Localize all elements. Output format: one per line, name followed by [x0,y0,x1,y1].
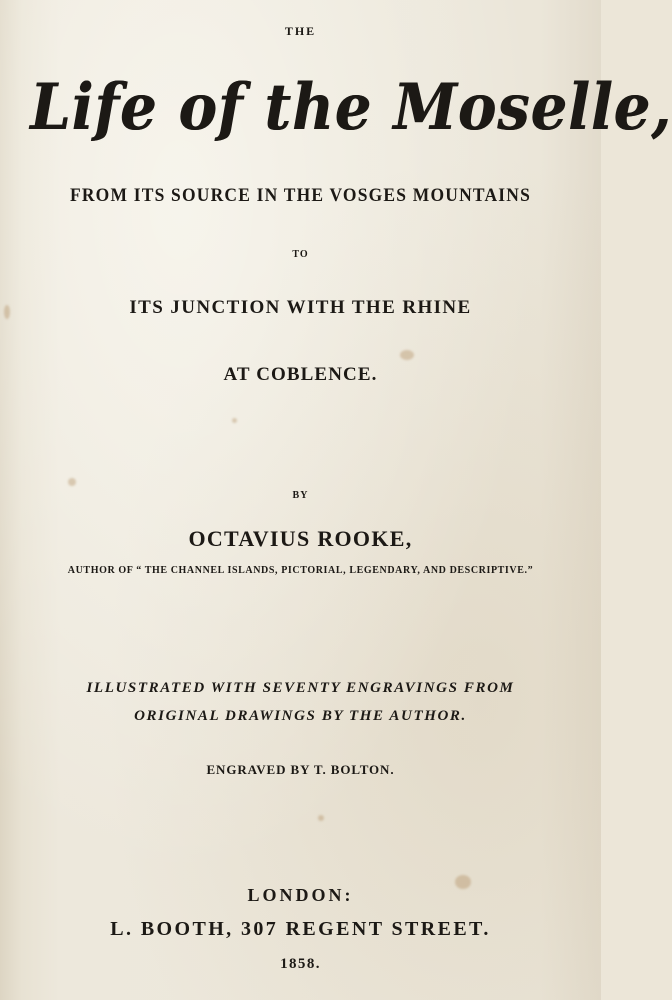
subtitle-line-2: ITS JUNCTION WITH THE RHINE [129,297,472,318]
paper-stain [232,418,237,423]
subtitle-line-3: AT COBLENCE. [223,364,378,385]
title-article: THE [284,24,317,38]
book-title: Life of the Moselle, [30,70,672,145]
paper-stain [400,350,414,360]
subtitle-connector: TO [292,249,309,260]
publication-city: LONDON: [247,885,354,905]
author-name: OCTAVIUS ROOKE, [188,526,413,551]
paper-stain [68,478,76,486]
paper-stain [318,815,324,821]
by-label: BY [292,490,309,501]
illustration-note-line-1: ILLUSTRATED WITH SEVENTY ENGRAVINGS FROM [86,680,515,696]
publication-year: 1858. [280,956,321,972]
publisher: L. BOOTH, 307 REGENT STREET. [110,918,491,940]
engraver-credit: ENGRAVED BY T. BOLTON. [206,762,395,777]
subtitle-line-1: FROM ITS SOURCE IN THE VOSGES MOUNTAINS [69,185,532,206]
illustration-note-line-2: ORIGINAL DRAWINGS BY THE AUTHOR. [134,708,467,724]
author-credit: AUTHOR OF “ THE CHANNEL ISLANDS, PICTORIAL, LEGENDARY, AND DESCRIPTIVE.” [67,565,534,576]
